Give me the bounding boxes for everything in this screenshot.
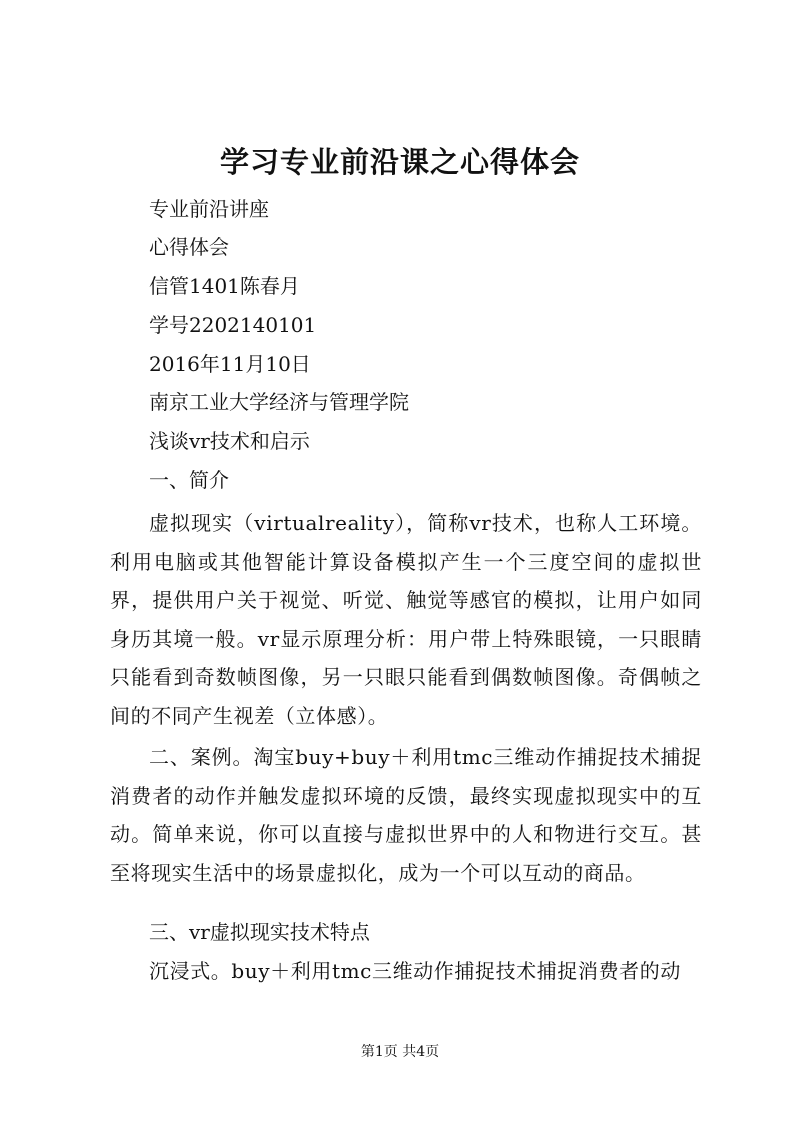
meta-line-topic: 浅谈vr技术和启示: [149, 429, 310, 453]
meta-line-school: 南京工业大学经济与管理学院: [149, 390, 409, 414]
section-heading-features: 三、vr虚拟现实技术特点: [149, 920, 370, 944]
meta-line-date: 2016年11月10日: [149, 352, 311, 376]
meta-line-student-id: 学号2202140101: [149, 313, 317, 337]
section-heading-intro: 一、简介: [149, 468, 229, 492]
paragraph-intro: 虚拟现实（virtualreality），简称vr技术，也称人工环境。利用电脑或其他智能计算设备模拟产生一个三度空间的虚拟世界，提供用户关于视觉、听觉、触觉等感官的模拟，让用户如同身历其境一般。vr显示原理分析：用户带上特殊眼镜，一只眼睛只能看到奇数帧图像，另一只眼只能看到偶数帧图像。奇偶帧之间的不同产生视差（立体感）。: [110, 511, 702, 728]
meta-line-subtitle: 心得体会: [149, 235, 229, 259]
paragraph-features: 沉浸式。buy＋利用tmc三维动作捕捉技术捕捉消费者的动: [149, 959, 681, 983]
meta-line-author: 信管1401陈春月: [149, 274, 300, 298]
paragraph-case: 二、案例。淘宝buy+buy＋利用tmc三维动作捕捉技术捕捉消费者的动作并触发虚拟环境的反馈，最终实现虚拟现实中的互动。简单来说，你可以直接与虚拟世界中的人和物进行交互。甚至将现实生活中的场景虚拟化，成为一个可以互动的商品。: [110, 745, 702, 885]
document-title: 学习专业前沿课之心得体会: [219, 145, 580, 179]
page-number-footer: 第1页 共4页: [360, 1044, 440, 1060]
meta-line-lecture: 专业前沿讲座: [149, 197, 269, 221]
